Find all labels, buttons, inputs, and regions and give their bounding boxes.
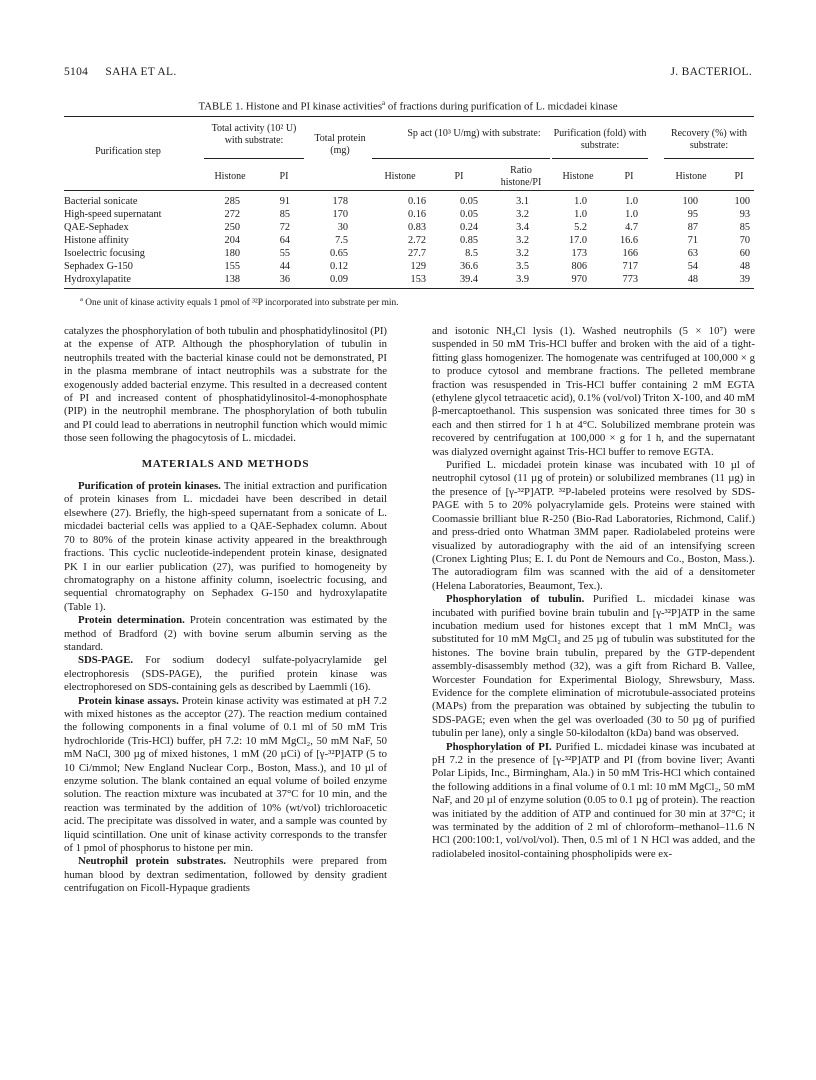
header-total-activity: Total activity (10² U) with substrate:	[211, 123, 297, 146]
cell-total-protein: 0.65	[329, 248, 348, 259]
heading-pi: Phosphorylation of PI.	[446, 740, 552, 753]
body-purification: The initial extraction and purification of protein kinases from L. micdadei have been described in detail elsewhere (27). Briefly, the high-speed supernatant from a sonicate of L. micdadei bacterial cells was applied to a QAE-Sephadex column. About 70 to 80% of the protein kinase activity appeared in the breakthrough fractions. This cyclic nucleotide-independent protein kinase, designated PK I in our earlier publication (27), was purified to homogeneity by chromatography on a histone affinity column, isoelectric focusing, and sequential chromatography on Sephadex G-150 and hydroxylapatite (Table 1).	[64, 480, 387, 613]
cell-rc-pi: 93	[739, 209, 750, 220]
body-neutrophil-substrates: Neutrophils were prepared from human blood by dextran sedimentation, followed by density gradient centrifugation on Ficoll-Hypaque gradients	[64, 855, 387, 895]
cell-ta-histone: 204	[224, 235, 240, 246]
table-title-suffix: of fractions during purification of L. micdadei kinase	[385, 100, 618, 113]
cell-ratio: 3.5	[516, 261, 529, 272]
cell-pf-pi: 4.7	[625, 222, 638, 233]
cell-pf-pi: 166	[622, 248, 638, 259]
table-row	[64, 195, 754, 208]
cell-sa-histone: 2.72	[407, 235, 426, 246]
cell-rc-histone: 63	[687, 248, 698, 259]
subrule-recovery	[664, 158, 754, 159]
cell-sa-pi: 39.4	[459, 274, 478, 285]
header-total-protein: Total protein (mg)	[314, 133, 366, 156]
heading-tubulin: Phosphorylation of tubulin.	[446, 593, 585, 606]
cell-ratio: 3.1	[516, 196, 529, 207]
paragraph-protein-determination	[64, 614, 387, 654]
cell-sa-pi: 0.05	[459, 196, 478, 207]
cell-pf-histone: 806	[571, 261, 587, 272]
subheader-rc-pi: PI	[734, 171, 744, 182]
table-header-rule	[64, 190, 754, 191]
heading-neutrophil-substrates: Neutrophil protein substrates.	[78, 855, 226, 868]
header-recovery: Recovery (%) with substrate:	[670, 128, 748, 151]
cell-ta-pi: 91	[279, 196, 290, 207]
cell-sa-pi: 8.5	[465, 248, 478, 259]
cell-ta-histone: 155	[224, 261, 240, 272]
cell-sa-histone: 129	[410, 261, 426, 272]
cell-ratio: 3.4	[516, 222, 529, 233]
intro-paragraph: catalyzes the phosphorylation of both tubulin and phosphatidylinositol (PI) at the expense of ATP. Although the phosphorylation of tubulin in neutrophils treated with the bacterial kinase could not be demonstrated, PI in the plasma membrane of intact neutrophils was a substrate for the exogenously added bacterial enzyme. This resulted in a decreased content of PI and increased content of phosphatidylinositol-4-monophosphate (PIP) in the neutrophil membrane. The phosphorylation of both tubulin and PI could lead to aberrations in neutrophil function which would mimic those seen following the phagocytosis of L. micdadei.	[64, 325, 387, 445]
cell-rc-pi: 100	[734, 196, 750, 207]
table-row	[64, 247, 754, 260]
cell-ta-pi: 72	[279, 222, 290, 233]
cell-rc-histone: 87	[687, 222, 698, 233]
left-column	[64, 325, 387, 896]
paragraph-kinase-assays	[64, 695, 387, 856]
cell-pf-histone: 970	[571, 274, 587, 285]
footnote-mark: a	[80, 296, 83, 303]
table-row	[64, 234, 754, 247]
cell-rc-histone: 100	[682, 196, 698, 207]
page-number: 5104	[64, 66, 89, 78]
table-row	[64, 208, 754, 221]
body-kinase-assays: Protein kinase activity was estimated at pH 7.2 with mixed histones as the acceptor (27). The reaction medium contained the following components in a final volume of 0.1 ml of 50 mM Tris hydrochloride (Tris-HCl) buffer, pH 7.2: 10 mM MgCl₂, 50 mM NaF, 50 mM NaCl, 300 µg of mixed histones, 1 mM (20 µCi) of [γ-³²P]ATP (5 to 10 Ci/mmol; New England Nuclear Corp., Boston, Mass.), and 10 µl of enzyme solution. The blank contained an equal volume of boiled enzyme solution. The reaction mixture was incubated at 37°C for 10 min, and the reaction was terminated by the addition of 10% (wt/vol) trichloroacetic acid. The precipitate was dissolved in water, and a sample was counted by liquid scintillation. One unit of kinase activity corresponds to the transfer of 1 pmol of phosphorus to histone per min.	[64, 694, 387, 855]
body-tubulin: Purified L. micdadei kinase was incubated with purified bovine brain tubulin and [γ-³²P]ATP in the same incubation medium used for histones except that 1 mM MnCl₂ was substituted for 10 mM MgCl₂ and 25 µg of tubulin was substituted for the histones. The bovine brain tubulin, prepared by the GTP-dependent assembly-disassembly method (32), was a gift from Richard B. Vallee, Worcester Foundation for Experimental Biology, Shrewsbury, Mass. Evidence for the complete elimination of microtubule-associated proteins (MAPs) from the preparation was obtained by subjecting the tubulin to SDS-PAGE; even when the gel was overloaded (30 to 50 µg of purified tubulin per lane), only a single 50-kilodalton (kDa) band was observed.	[432, 593, 755, 740]
cell-rc-histone: 54	[687, 261, 698, 272]
cell-sa-pi: 0.24	[459, 222, 478, 233]
subheader-pf-pi: PI	[624, 171, 634, 182]
cell-total-protein: 170	[332, 209, 348, 220]
cell-ta-histone: 250	[224, 222, 240, 233]
table-row	[64, 273, 754, 286]
cell-ta-pi: 44	[279, 261, 290, 272]
heading-purification: Purification of protein kinases.	[78, 480, 221, 493]
cell-sa-histone: 0.16	[407, 209, 426, 220]
heading-sds-page: SDS-PAGE.	[78, 654, 134, 667]
paragraph-neutrophil-substrates	[64, 855, 387, 895]
cell-rc-pi: 39	[739, 274, 750, 285]
cell-sa-histone: 0.16	[407, 196, 426, 207]
footnote-text: One unit of kinase activity equals 1 pmol of ³²P incorporated into substrate per min.	[82, 298, 399, 309]
cell-step: QAE-Sephadex	[64, 222, 129, 233]
body-sds-page: For sodium dodecyl sulfate-polyacrylamide gel electrophoresis (SDS-PAGE), the purified protein kinase was electrophoresed on SDS-containing gels as described by Laemmli (16).	[64, 654, 387, 694]
table-title-mark: a	[382, 99, 386, 107]
cell-rc-pi: 85	[739, 222, 750, 233]
cell-total-protein: 178	[332, 196, 348, 207]
table-footnote	[80, 296, 399, 308]
paragraph-sds-page	[64, 654, 387, 694]
cell-ta-pi: 85	[279, 209, 290, 220]
cell-pf-histone: 17.0	[568, 235, 587, 246]
header-purification-step: Purification step	[95, 146, 161, 157]
author-line: SAHA ET AL.	[105, 66, 177, 78]
cell-sa-histone: 0.83	[407, 222, 426, 233]
body-pi: Purified L. micdadei kinase was incubated at pH 7.2 in the presence of [γ-³²P]ATP and PI (from bovine liver; Avanti Polar Lipids, Inc., Birmingham, Ala.) in 50 mM Tris-HCl which contained the following additions in a final volume of 0.1 ml: 10 mM MgCl₂, 50 mM NaF, and 20 µl of enzyme solution (0.05 to 0.1 µg of protein). The reaction was initiated by the addition of ATP and continued for 30 min at 37°C; it was terminated by the addition of 2 ml of chloroform–methanol–11.6 N HCl (200:100:1, vol/vol/vol). Then, 0.5 ml of 1 N HCl was added, and the radiolabeled inositol-containing phospholipids were ex-	[432, 740, 756, 860]
cell-sa-histone: 153	[410, 274, 426, 285]
subheader-sa-pi: PI	[454, 171, 464, 182]
cell-pf-pi: 1.0	[625, 209, 638, 220]
cell-ta-histone: 180	[224, 248, 240, 259]
running-header	[64, 66, 752, 82]
cell-step: Isoelectric focusing	[64, 248, 145, 259]
paragraph-purification	[64, 480, 387, 614]
subheader-pf-histone: Histone	[562, 171, 594, 182]
cell-pf-histone: 1.0	[574, 196, 587, 207]
cell-ta-histone: 138	[224, 274, 240, 285]
cell-pf-histone: 173	[571, 248, 587, 259]
paragraph-neutrophil-continued: and isotonic NH₄Cl lysis (1). Washed neutrophils (5 × 10⁷) were suspended in 50 mM Tris-HCl buffer and broken with the aid of a tight-fitting glass homogenizer. The homogenate was centrifuged at 100,000 × g to produce cytosol and membrane fractions. The pelleted membrane fraction was resuspended in Tris-HCl buffer containing 2 mM EGTA (ethylene glycol tetraacetic acid), 0.1% (vol/vol) Triton X-100, and 40 mM β-mercaptoethanol. This suspension was sonicated three times for 30 s each and then stirred for 1 h at 4°C. Solubilized membrane protein was recovered by centrifugation at 100,000 × g for 1 h, and the supernatant was dialyzed overnight against Tris-HCl buffer to remove EGTA.	[432, 325, 755, 458]
paragraph-incubation: Purified L. micdadei protein kinase was incubated with 10 µl of neutrophil cytosol (11 µg of protein) or solubilized membranes (11 µg) in the presence of [γ-³²P]ATP. ³²P-labeled proteins were resolved by SDS-PAGE with 5 to 20% polyacrylamide gels. Proteins were stained with Coomassie brilliant blue R-250 (Bio-Rad Laboratories, Richmond, Calif.) and press-dried onto Whatman 3MM paper. Radiolabeled proteins were visualized by autoradiography with the aid of an intensifying screen (Cronex Lighting Plus; E. I. du Pont de Nemours and Co., Boston, Mass.). The autoradiogram film was scanned with the aid of a densitometer (Helena Laboratories, Beaumont, Tex.).	[432, 459, 755, 592]
journal-name: J. BACTERIOL.	[670, 66, 752, 78]
cell-pf-histone: 5.2	[574, 222, 587, 233]
cell-rc-histone: 71	[687, 235, 698, 246]
table-row	[64, 221, 754, 234]
cell-pf-pi: 1.0	[625, 196, 638, 207]
cell-sa-histone: 27.7	[407, 248, 426, 259]
cell-sa-pi: 0.05	[459, 209, 478, 220]
cell-step: Bacterial sonicate	[64, 196, 138, 207]
cell-step: Histone affinity	[64, 235, 129, 246]
cell-ta-pi: 55	[279, 248, 290, 259]
subrule-purification	[552, 158, 648, 159]
subrule-specific-activity	[372, 158, 550, 159]
cell-ratio: 3.2	[516, 209, 529, 220]
cell-total-protein: 0.12	[329, 261, 348, 272]
cell-sa-pi: 36.6	[459, 261, 478, 272]
cell-ratio: 3.2	[516, 235, 529, 246]
subrule-total-activity	[204, 158, 304, 159]
cell-total-protein: 0.09	[329, 274, 348, 285]
right-column	[432, 325, 755, 861]
table-bottom-rule	[64, 288, 754, 289]
cell-rc-histone: 95	[687, 209, 698, 220]
cell-sa-pi: 0.85	[459, 235, 478, 246]
cell-ta-pi: 36	[279, 274, 290, 285]
subheader-ratio: Ratio histone/PI	[500, 165, 542, 188]
header-left	[64, 66, 177, 78]
cell-pf-pi: 773	[622, 274, 638, 285]
paragraph-pi	[432, 741, 755, 862]
cell-rc-pi: 48	[739, 261, 750, 272]
cell-ratio: 3.2	[516, 248, 529, 259]
cell-ta-pi: 64	[279, 235, 290, 246]
heading-kinase-assays: Protein kinase assays.	[78, 694, 179, 707]
table-top-rule	[64, 116, 754, 117]
section-title: MATERIALS AND METHODS	[141, 457, 310, 470]
cell-ta-histone: 285	[224, 196, 240, 207]
cell-step: Sephadex G-150	[64, 261, 133, 272]
cell-ta-histone: 272	[224, 209, 240, 220]
cell-rc-pi: 70	[739, 235, 750, 246]
header-purification-fold: Purification (fold) with substrate:	[553, 128, 647, 151]
subheader-sa-histone: Histone	[384, 171, 416, 182]
heading-protein-determination: Protein determination.	[78, 614, 185, 627]
paragraph-tubulin	[432, 593, 755, 740]
cell-rc-histone: 48	[687, 274, 698, 285]
cell-rc-pi: 60	[739, 248, 750, 259]
header-specific-activity: Sp act (10³ U/mg) with substrate:	[407, 128, 541, 139]
cell-total-protein: 7.5	[335, 235, 348, 246]
cell-pf-pi: 717	[622, 261, 638, 272]
subheader-ta-histone: Histone	[214, 171, 246, 182]
table-row	[64, 260, 754, 273]
body-protein-determination: Protein concentration was estimated by the method of Bradford (2) with bovine serum albumin serving as the standard.	[64, 614, 387, 653]
subheader-rc-histone: Histone	[675, 171, 707, 182]
cell-pf-histone: 1.0	[574, 209, 587, 220]
table-title-prefix: TABLE 1. Histone and PI kinase activities	[198, 100, 383, 113]
cell-step: High-speed supernatant	[64, 209, 162, 220]
cell-total-protein: 30	[337, 222, 348, 233]
cell-ratio: 3.9	[516, 274, 529, 285]
cell-pf-pi: 16.6	[619, 235, 638, 246]
table-title	[64, 99, 752, 113]
subheader-ta-pi: PI	[279, 171, 289, 182]
cell-step: Hydroxylapatite	[64, 274, 131, 285]
